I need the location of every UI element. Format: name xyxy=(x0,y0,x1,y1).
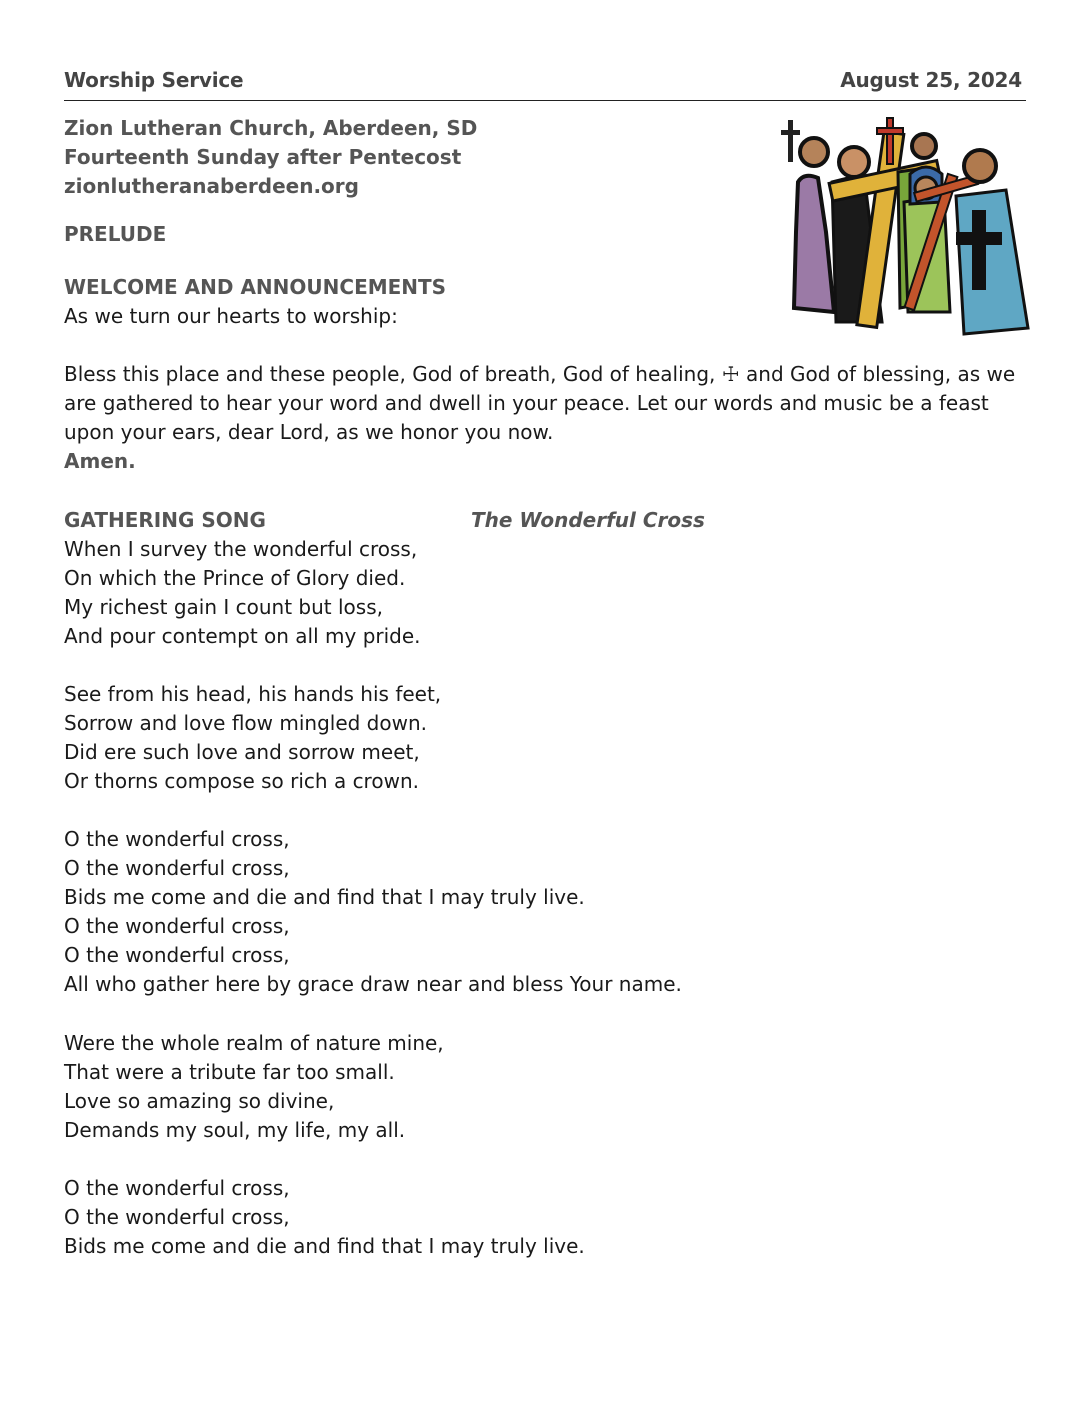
lyric-line: When I survey the wonderful cross, xyxy=(64,537,418,561)
lyric-line: O the wonderful cross, xyxy=(64,1205,290,1229)
prelude-heading: PRELUDE xyxy=(64,222,167,246)
amen-response: Amen. xyxy=(64,449,136,473)
welcome-section xyxy=(64,273,446,331)
figure-purple xyxy=(781,120,834,312)
lyric-line: O the wonderful cross, xyxy=(64,943,290,967)
church-website: zionlutheranaberdeen.org xyxy=(64,174,359,198)
header-title: Worship Service xyxy=(64,68,244,92)
prayer-line: upon your ears, dear Lord, as we honor you now. xyxy=(64,420,554,444)
people-carrying-crosses-illustration xyxy=(774,112,1032,340)
lyric-line: O the wonderful cross, xyxy=(64,856,290,880)
song-verse-2 xyxy=(64,680,441,796)
lyric-line: O the wonderful cross, xyxy=(64,914,290,938)
gathering-song-heading: GATHERING SONG xyxy=(64,508,266,532)
welcome-heading: WELCOME AND ANNOUNCEMENTS xyxy=(64,275,447,299)
gathering-song-title: The Wonderful Cross xyxy=(471,508,705,532)
church-name: Zion Lutheran Church, Aberdeen, SD xyxy=(64,116,478,140)
header-date: August 25, 2024 xyxy=(840,68,1022,92)
song-chorus-1 xyxy=(64,825,682,999)
church-sunday: Fourteenth Sunday after Pentecost xyxy=(64,145,462,169)
lyric-line: O the wonderful cross, xyxy=(64,827,290,851)
song-verse-3 xyxy=(64,1029,444,1145)
lyric-line: Or thorns compose so rich a crown. xyxy=(64,769,419,793)
lyric-line: And pour contempt on all my pride. xyxy=(64,624,421,648)
song-chorus-2 xyxy=(64,1174,585,1261)
song-verse-1 xyxy=(64,535,421,651)
lyric-line: Sorrow and love flow mingled down. xyxy=(64,711,428,735)
figure-teal xyxy=(956,150,1028,334)
lyric-line: All who gather here by grace draw near and bless Your name. xyxy=(64,972,682,996)
lyric-line: On which the Prince of Glory died. xyxy=(64,566,406,590)
welcome-intro: As we turn our hearts to worship: xyxy=(64,304,398,328)
lyric-line: Did ere such love and sorrow meet, xyxy=(64,740,420,764)
lyric-line: See from his head, his hands his feet, xyxy=(64,682,442,706)
lyric-line: Demands my soul, my life, my all. xyxy=(64,1118,406,1142)
page-header xyxy=(64,66,1026,101)
prayer-line: are gathered to hear your word and dwell in your peace. Let our words and music be a feast xyxy=(64,391,989,415)
lyric-line: That were a tribute far too small. xyxy=(64,1060,395,1084)
church-info xyxy=(64,114,477,201)
lyric-line: Bids me come and die and find that I may truly live. xyxy=(64,1234,585,1258)
lyric-line: Love so amazing so divine, xyxy=(64,1089,335,1113)
lyric-line: My richest gain I count but loss, xyxy=(64,595,383,619)
prayer-line: Bless this place and these people, God of breath, God of healing, ☩ and God of blessing, as we xyxy=(64,362,1016,386)
lyric-line: Were the whole realm of nature mine, xyxy=(64,1031,444,1055)
lyric-line: Bids me come and die and find that I may truly live. xyxy=(64,885,585,909)
lyric-line: O the wonderful cross, xyxy=(64,1176,290,1200)
welcome-prayer xyxy=(64,360,1015,476)
